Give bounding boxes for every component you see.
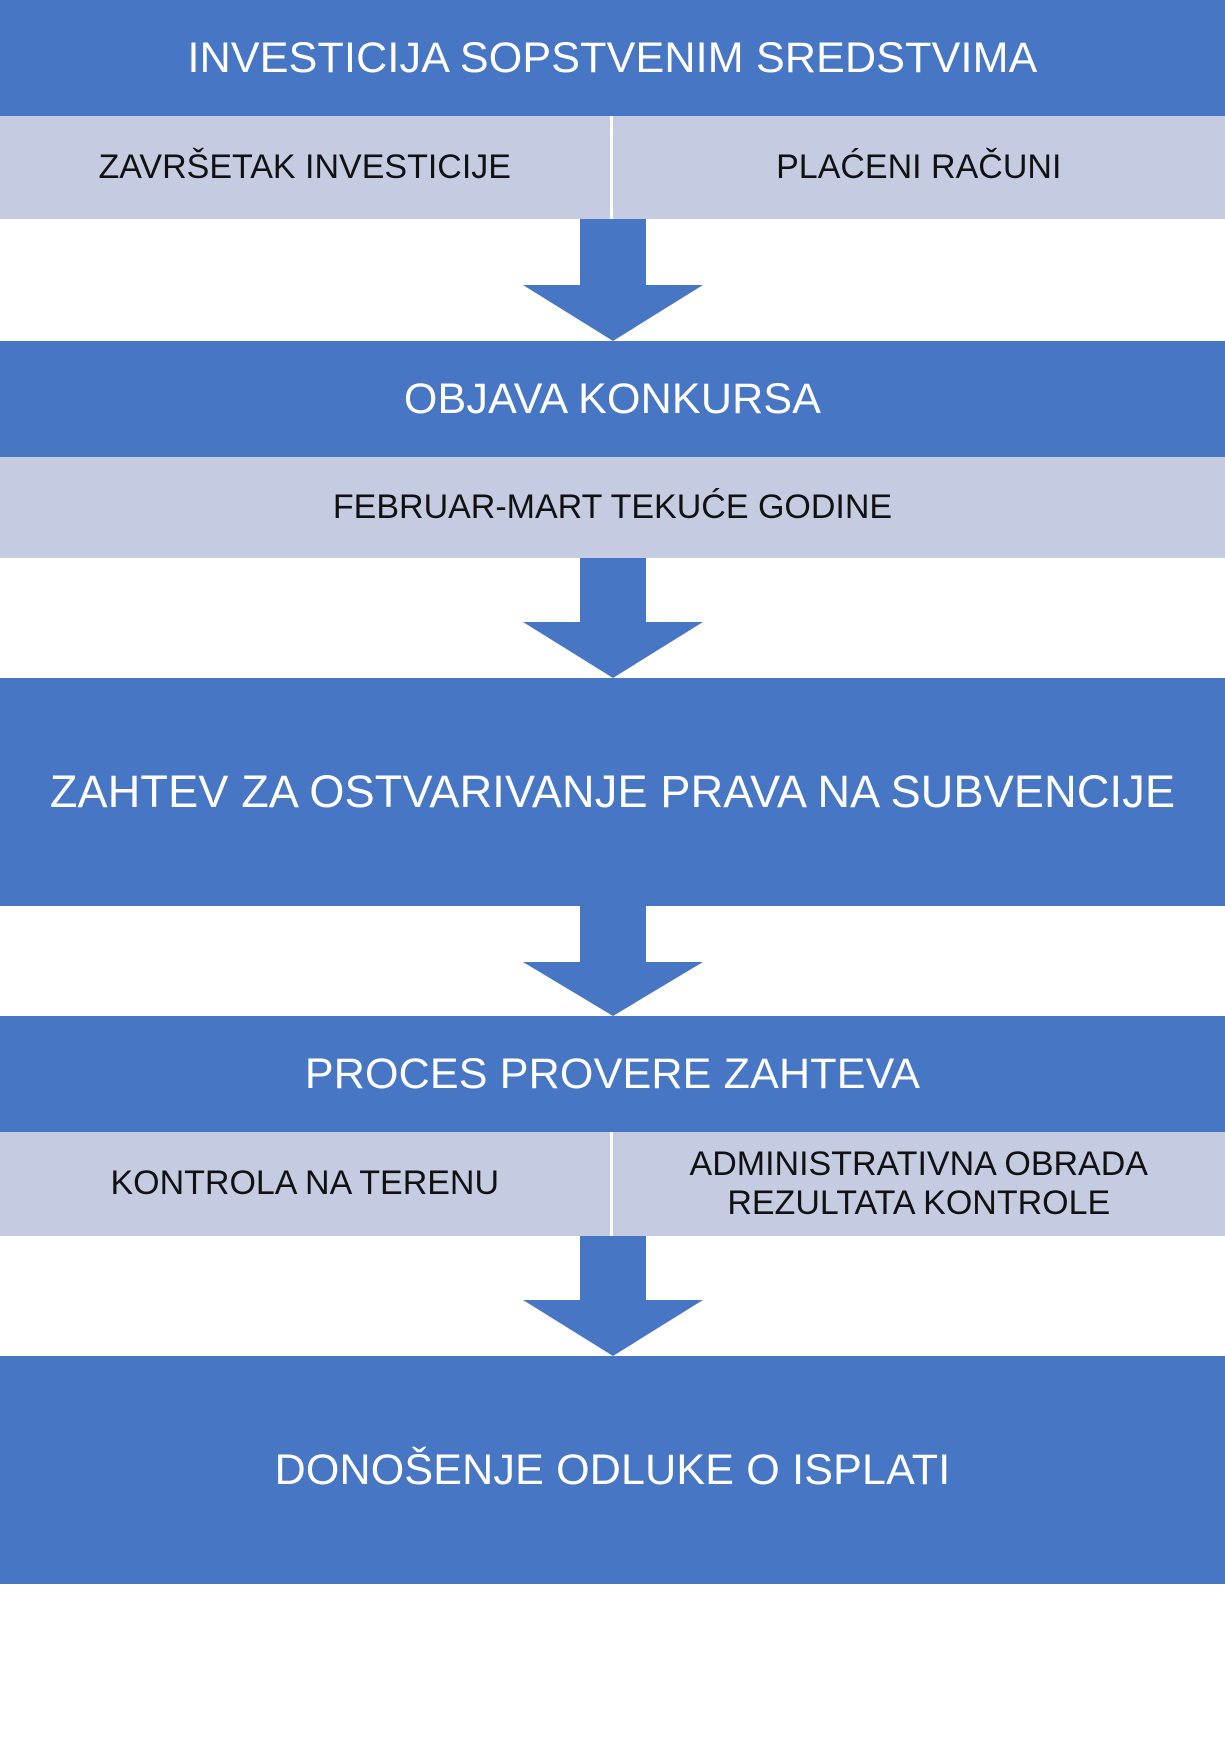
arrow-down-3 bbox=[0, 906, 1225, 1016]
stage-2-detail: FEBRUAR-MART TEKUĆE GODINE bbox=[0, 457, 1225, 558]
stage-3-title: ZAHTEV ZA OSTVARIVANJE PRAVA NA SUBVENCIJE bbox=[0, 678, 1225, 906]
arrow-down-1 bbox=[0, 219, 1225, 341]
stage-1-detail-left: ZAVRŠETAK INVESTICIJE bbox=[0, 116, 613, 219]
stage-1-details bbox=[0, 116, 1225, 219]
arrow-down-4 bbox=[0, 1236, 1225, 1356]
stage-4-title: PROCES PROVERE ZAHTEVA bbox=[0, 1016, 1225, 1132]
stage-5-title: DONOŠENJE ODLUKE O ISPLATI bbox=[0, 1356, 1225, 1584]
stage-4-detail-right: ADMINISTRATIVNA OBRADA REZULTATA KONTROLE bbox=[613, 1132, 1225, 1236]
stage-4-details bbox=[0, 1132, 1225, 1236]
stage-2-title: OBJAVA KONKURSA bbox=[0, 341, 1225, 457]
stage-4-detail-left: KONTROLA NA TERENU bbox=[0, 1132, 613, 1236]
arrow-down-2 bbox=[0, 558, 1225, 678]
stage-1-detail-right: PLAĆENI RAČUNI bbox=[613, 116, 1225, 219]
stage-1-title: INVESTICIJA SOPSTVENIM SREDSTVIMA bbox=[0, 0, 1225, 116]
